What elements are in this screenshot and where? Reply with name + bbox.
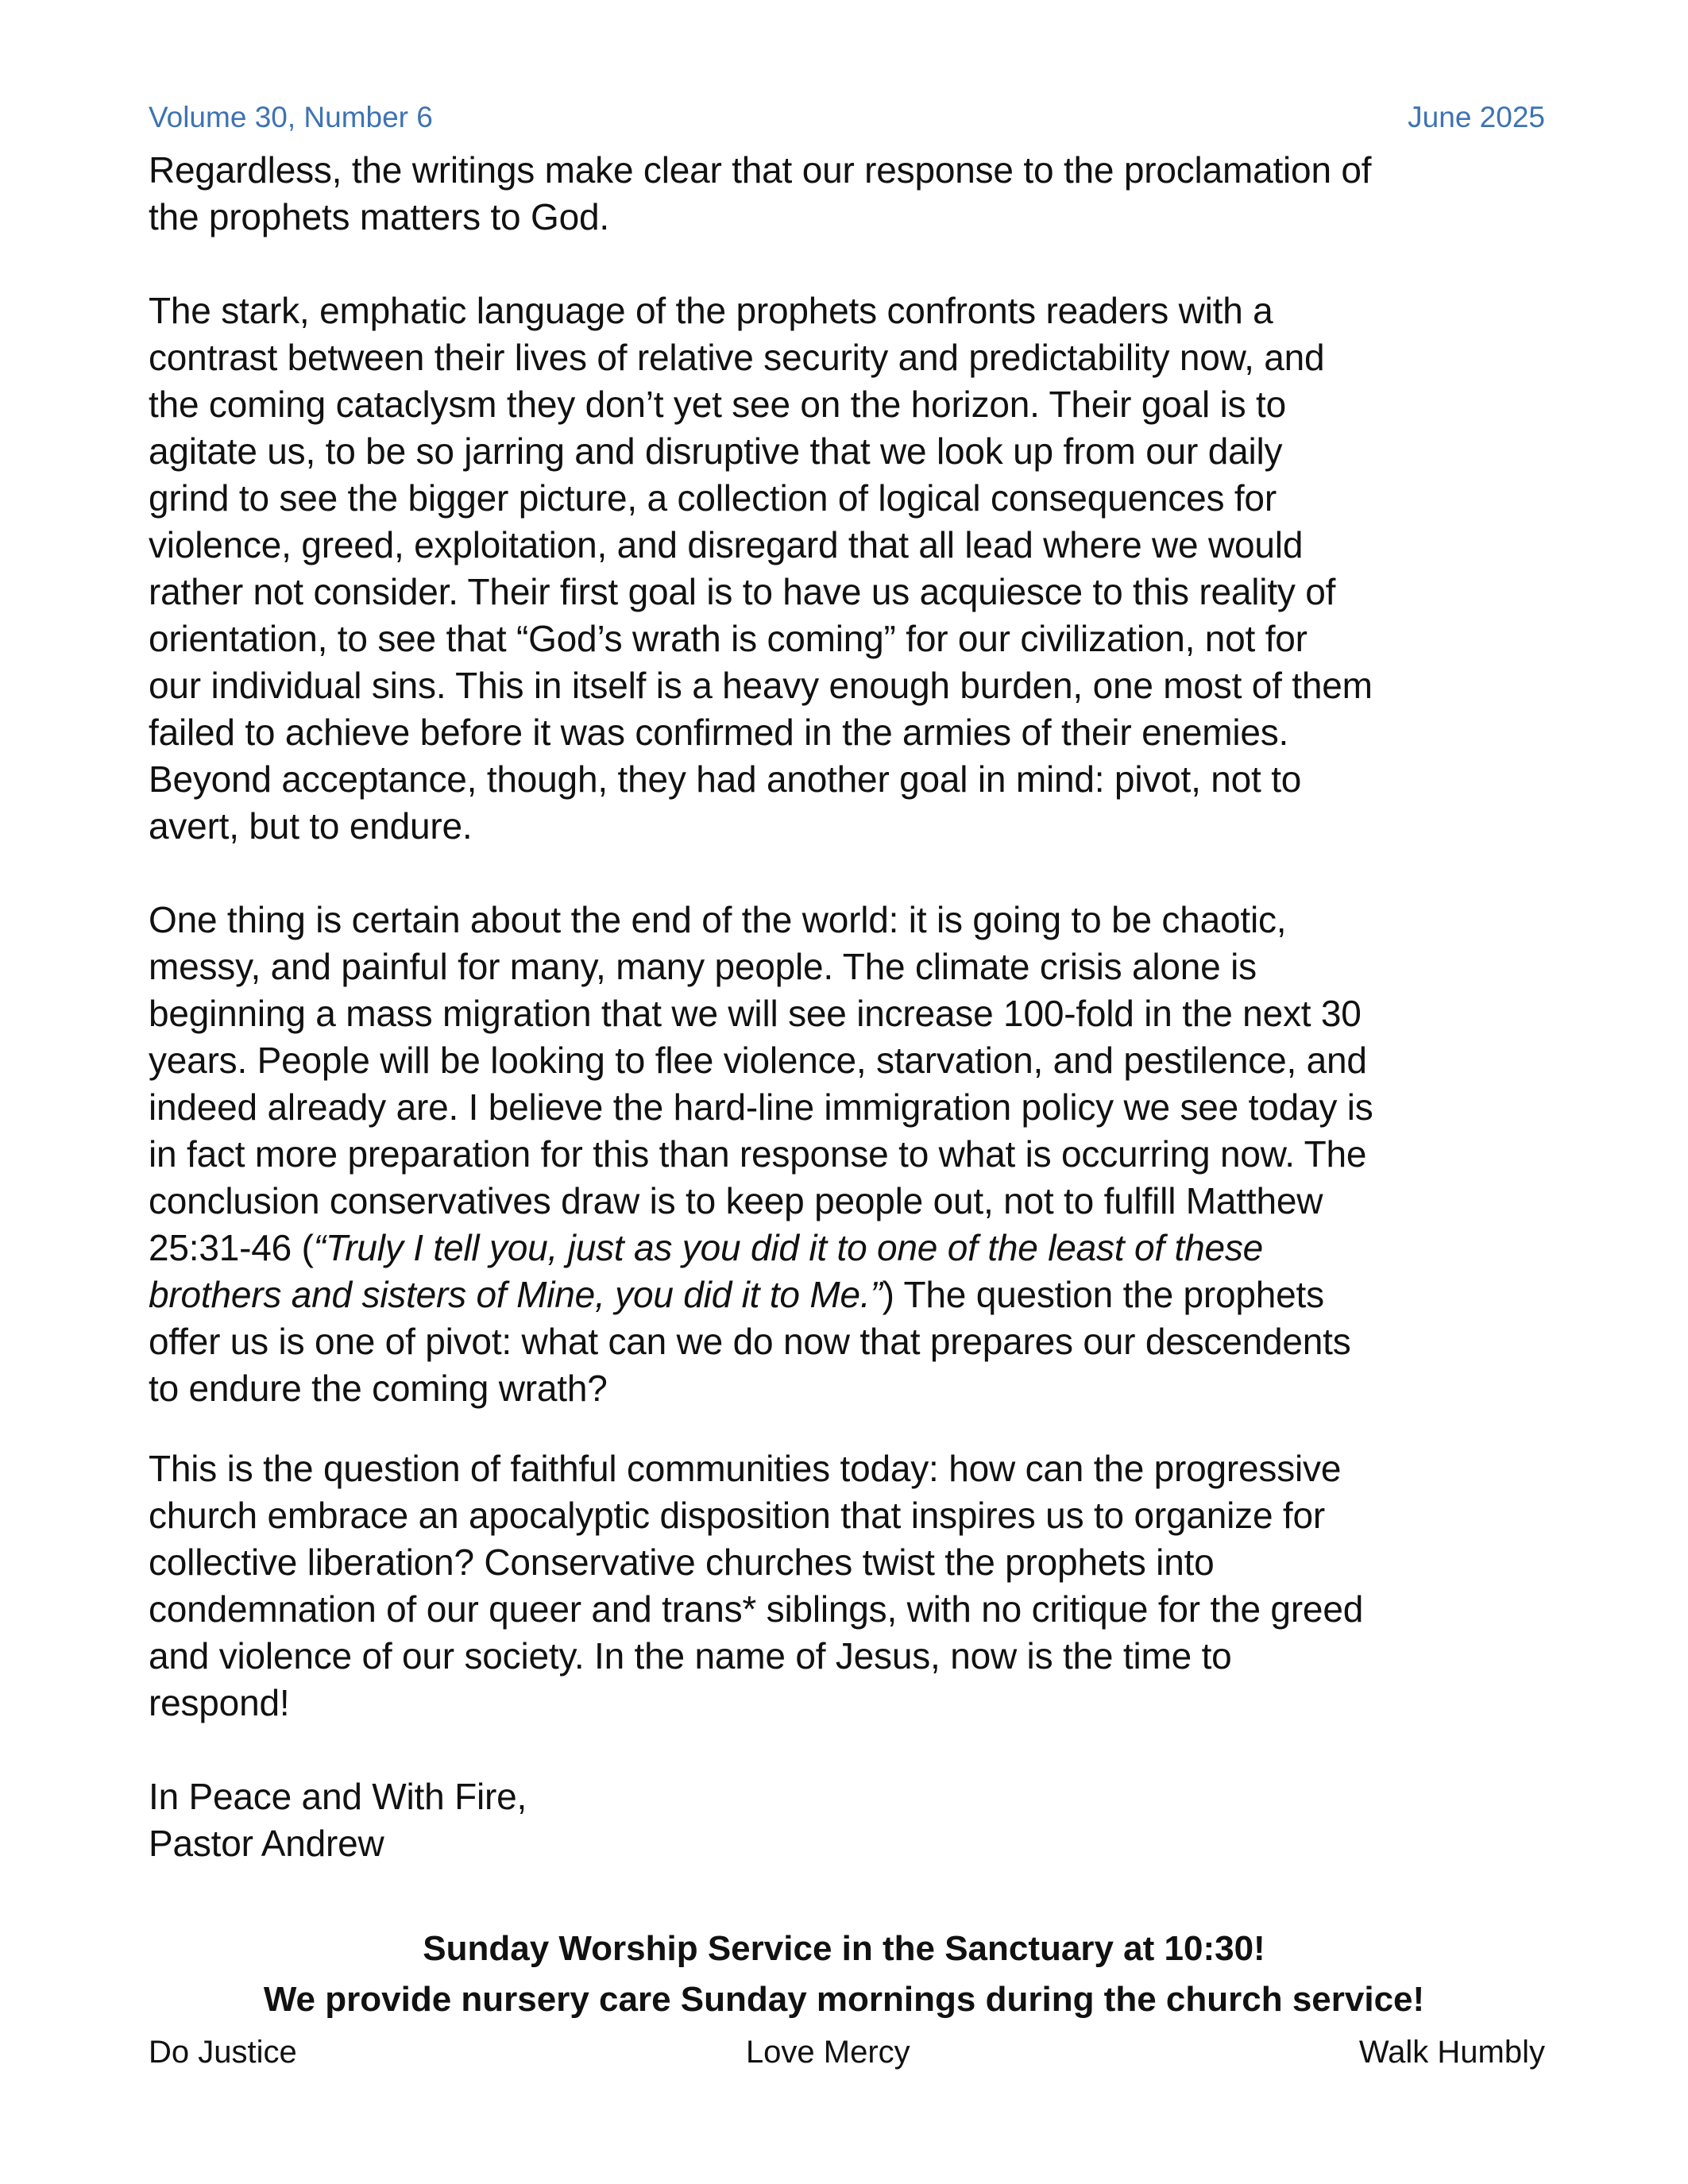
newsletter-header — [149, 100, 1545, 135]
motto-footer — [149, 2033, 1545, 2071]
closing-line: In Peace and With Fire, — [149, 1776, 527, 1817]
paragraph-3 — [149, 897, 1555, 1412]
paragraph-1: Regardless, the writings make clear that our response to the proclamation of the prophets matters to God. — [149, 149, 1372, 237]
letter-closing — [149, 1773, 1555, 1867]
issue-date: June 2025 — [1408, 101, 1545, 133]
scripture-quote: “Truly I tell you, just as you did it to one of the least of these brothers and sisters of Mine, you did it to Me.” — [149, 1227, 1264, 1315]
nursery-notice: We provide nursery care Sunday mornings during the church service! — [263, 1980, 1425, 2019]
volume-number: Volume 30, Number 6 — [149, 101, 433, 133]
motto-love-mercy: Love Mercy — [745, 2035, 910, 2070]
paragraph-2: The stark, emphatic language of the prophets confronts readers with a contrast between their lives of relative security and predictability now, and the coming cataclysm they don’t yet see on the horizon. Their goal is to agitate us, to be so jarring and disruptive that we look up from our daily grind to see the bigger picture, a collection of logical consequences for violence, greed, exploitation, and disregard that all lead where we would rather not consider. Their first goal is to have us acquiesce to this reality of orientation, to see that “God’s wrath is coming” for our civilization, not for our individual sins. This in itself is a heavy enough burden, one most of them failed to achieve before it was confirmed in the armies of their enemies. Beyond acceptance, though, they had another goal in mind: pivot, not to avert, but to endure. — [149, 290, 1373, 847]
paragraph-3-end: ) The question the prophets offer us is one of pivot: what can we do now that prepares our descendents to endure the coming wrath? — [149, 1274, 1351, 1409]
paragraph-4: This is the question of faithful communities today: how can the progressive church embrace an apocalyptic disposition that inspires us to organize for collective liberation? Conservative churches twist the prophets into condemnation of our queer and trans* siblings, with no critique for the greed and violence of our society. In the name of Jesus, now is the time to respond! — [149, 1448, 1364, 1723]
worship-time: Sunday Worship Service in the Sanctuary at 10:30! — [423, 1929, 1265, 1968]
motto-walk-humbly: Walk Humbly — [1358, 2035, 1545, 2070]
signature: Pastor Andrew — [149, 1823, 384, 1864]
paragraph-3-start: One thing is certain about the end of the world: it is going to be chaotic, messy, and painful for many, many people. The climate crisis alone is beginning a mass migration that we will see increase 100-fold in the next 30 years. People will be looking to flee violence, starvation, and pestilence, and indeed already are. I believe the hard-line immigration policy we see today is in fact more preparation for this than response to what is occurring now. The conclusion conservatives draw is to keep people out, not to fulfill Matthew 25:31-46 ( — [149, 899, 1373, 1268]
paragraph-spacer — [149, 1727, 1555, 1773]
motto-do-justice: Do Justice — [149, 2035, 297, 2070]
paragraph-spacer — [149, 241, 1555, 287]
letter-body — [149, 147, 1555, 1867]
paragraph-spacer — [149, 1412, 1555, 1445]
service-announcement — [0, 1924, 1688, 2025]
paragraph-spacer — [149, 850, 1555, 897]
